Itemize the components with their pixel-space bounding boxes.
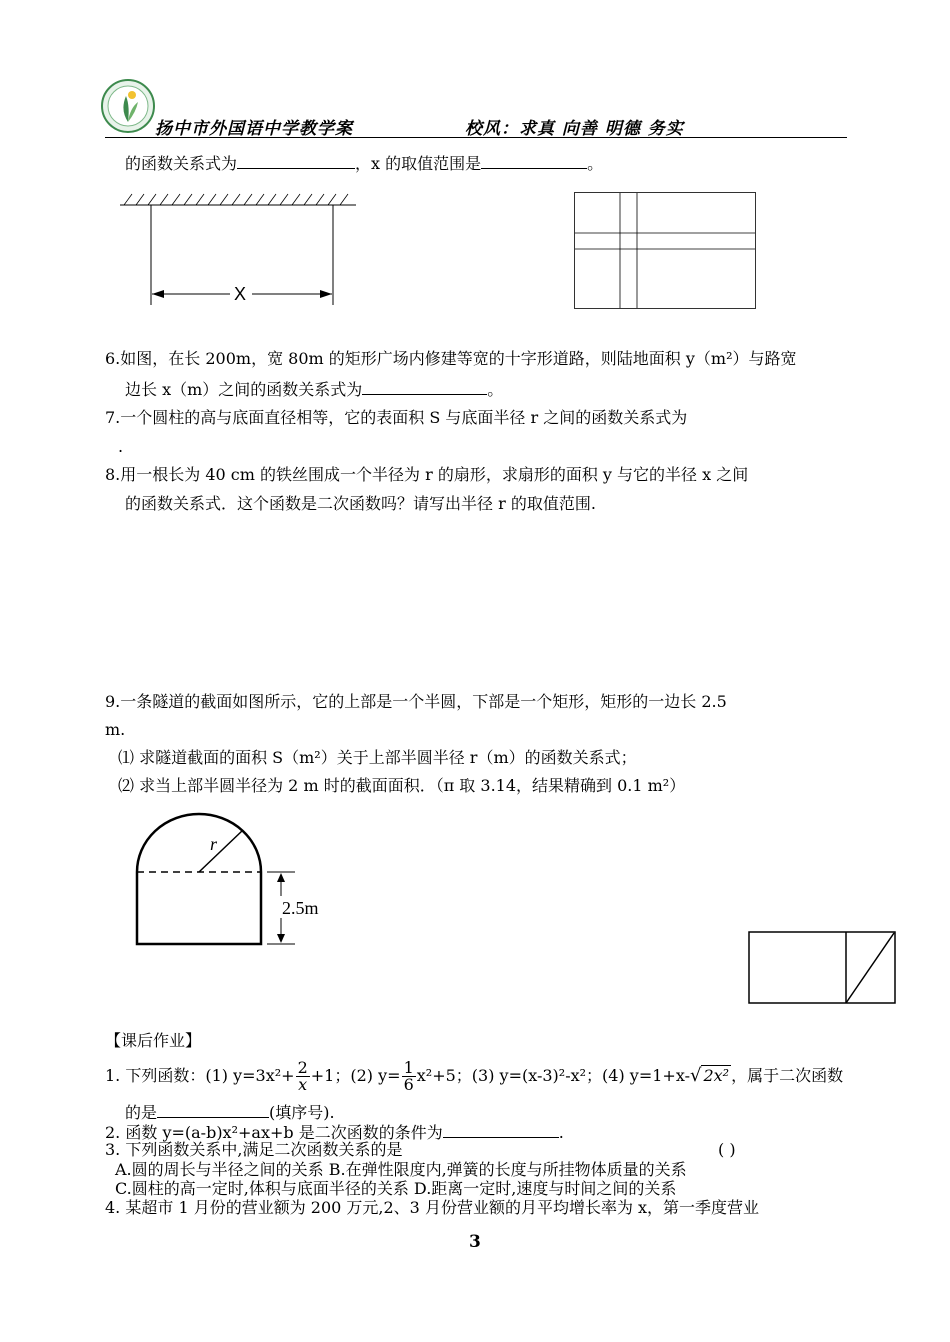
answer-blank [157,1101,269,1118]
question-6-line2 [125,378,503,400]
fraction-1-over-6 [402,1057,416,1094]
homework-q2-end: . [558,1123,564,1142]
homework-title: 【课后作业】 [105,1031,202,1050]
tunnel-figure [130,812,360,948]
answer-blank [481,152,587,169]
answer-blank [237,152,355,169]
question-7-line2: . [118,437,124,456]
question-9-part2: ⑵ 求当上部半圆半径为 2 m 时的截面面积．（π 取 3.14，结果精确到 0.1 m²） [118,776,686,795]
homework-q3-options-ab: A.圆的周长与半径之间的关系 B.在弹性限度内,弹簧的长度与所挂物体质量的关系 [115,1160,687,1179]
cross-road-figure [574,192,756,310]
answer-blank [362,378,487,395]
homework-q1-hint: (填序号). [269,1103,335,1122]
homework-q1-line2 [125,1101,335,1123]
school-title: 扬中市外国语中学教学案 [155,119,353,139]
fraction-2-over-x [296,1057,310,1094]
fraction-denominator: x [298,1074,308,1094]
sqrt-radicand: 2x² [703,1066,730,1085]
question-9-part1: ⑴ 求隧道截面的面积 S（m²）关于上部半圆半径 r（m）的函数关系式； [118,748,637,767]
homework-q2-text: 2. 函数 y=(a-b)x²+ax+b 是二次函数的条件为 [105,1123,443,1142]
sqrt-sign-icon: √ [689,1065,702,1086]
question-8-line2: 的函数关系式．这个函数是二次函数吗？请写出半径 r 的取值范围. [125,494,596,513]
sqrt-expression [690,1066,731,1086]
page-number: 3 [469,1232,481,1252]
homework-q3: 3. 下列函数关系中,满足二次函数关系的是 [105,1140,403,1159]
homework-q1-part-b: +1；(2) y= [310,1066,401,1085]
homework-q3-bracket: ( ) [718,1140,736,1159]
x-label: X [234,284,247,304]
fraction-numerator: 2 [297,1057,308,1077]
square-diagonal-figure [748,931,896,1005]
top-line-prefix: 的函数关系式为 [125,154,238,173]
top-line-end: 。 [587,154,604,173]
homework-q1-part-d: ，属于二次函数 [731,1066,844,1085]
height-label: 2.5m [282,898,319,918]
question-8-line1: 8.用一根长为 40 cm 的铁丝围成一个半径为 r 的扇形，求扇形的面积 y 与它的半径 x 之间 [105,465,749,484]
fraction-numerator: 1 [403,1057,414,1077]
header-rule [105,137,847,138]
homework-q1-text: 的是 [125,1103,158,1122]
top-line-range: ，x 的取值范围是 [355,154,482,173]
question-9-line1: 9.一条隧道的截面如图所示，它的上部是一个半圆，下部是一个矩形，矩形的一边长 2.5 [105,692,727,711]
homework-q1-part-c: x²+5；(3) y=(x-3)²-x²；(4) y=1+x- [416,1066,690,1085]
question-9-line2: m. [105,720,126,739]
question-7-line1: 7.一个圆柱的高与底面直径相等，它的表面积 S 与底面半径 r 之间的函数关系式为 [105,408,688,427]
homework-q4: 4. 某超市 1 月份的营业额为 200 万元,2、3 月份营业额的月平均增长率为 x，第一季度营业 [105,1198,760,1217]
homework-q1-part-a: 1. 下列函数：(1) y=3x²+ [105,1066,295,1085]
homework-q1-line1 [105,1052,843,1100]
school-logo [100,78,156,134]
question-6-end: 。 [487,380,504,399]
radius-label: r [210,834,218,854]
question-6-text: 边长 x（m）之间的函数关系式为 [125,380,363,399]
question-6-line1: 6.如图，在长 200m，宽 80m 的矩形广场内修建等宽的十字形道路，则陆地面积 y（m²）与路宽 [105,349,797,368]
homework-q3-options-cd: C.圆柱的高一定时,体积与底面半径的关系 D.距离一定时,速度与时间之间的关系 [115,1179,677,1198]
answer-blank [443,1121,559,1138]
school-motto: 校风：求真 向善 明德 务实 [465,119,684,139]
top-line [125,152,603,174]
fraction-denominator: 6 [403,1074,414,1094]
